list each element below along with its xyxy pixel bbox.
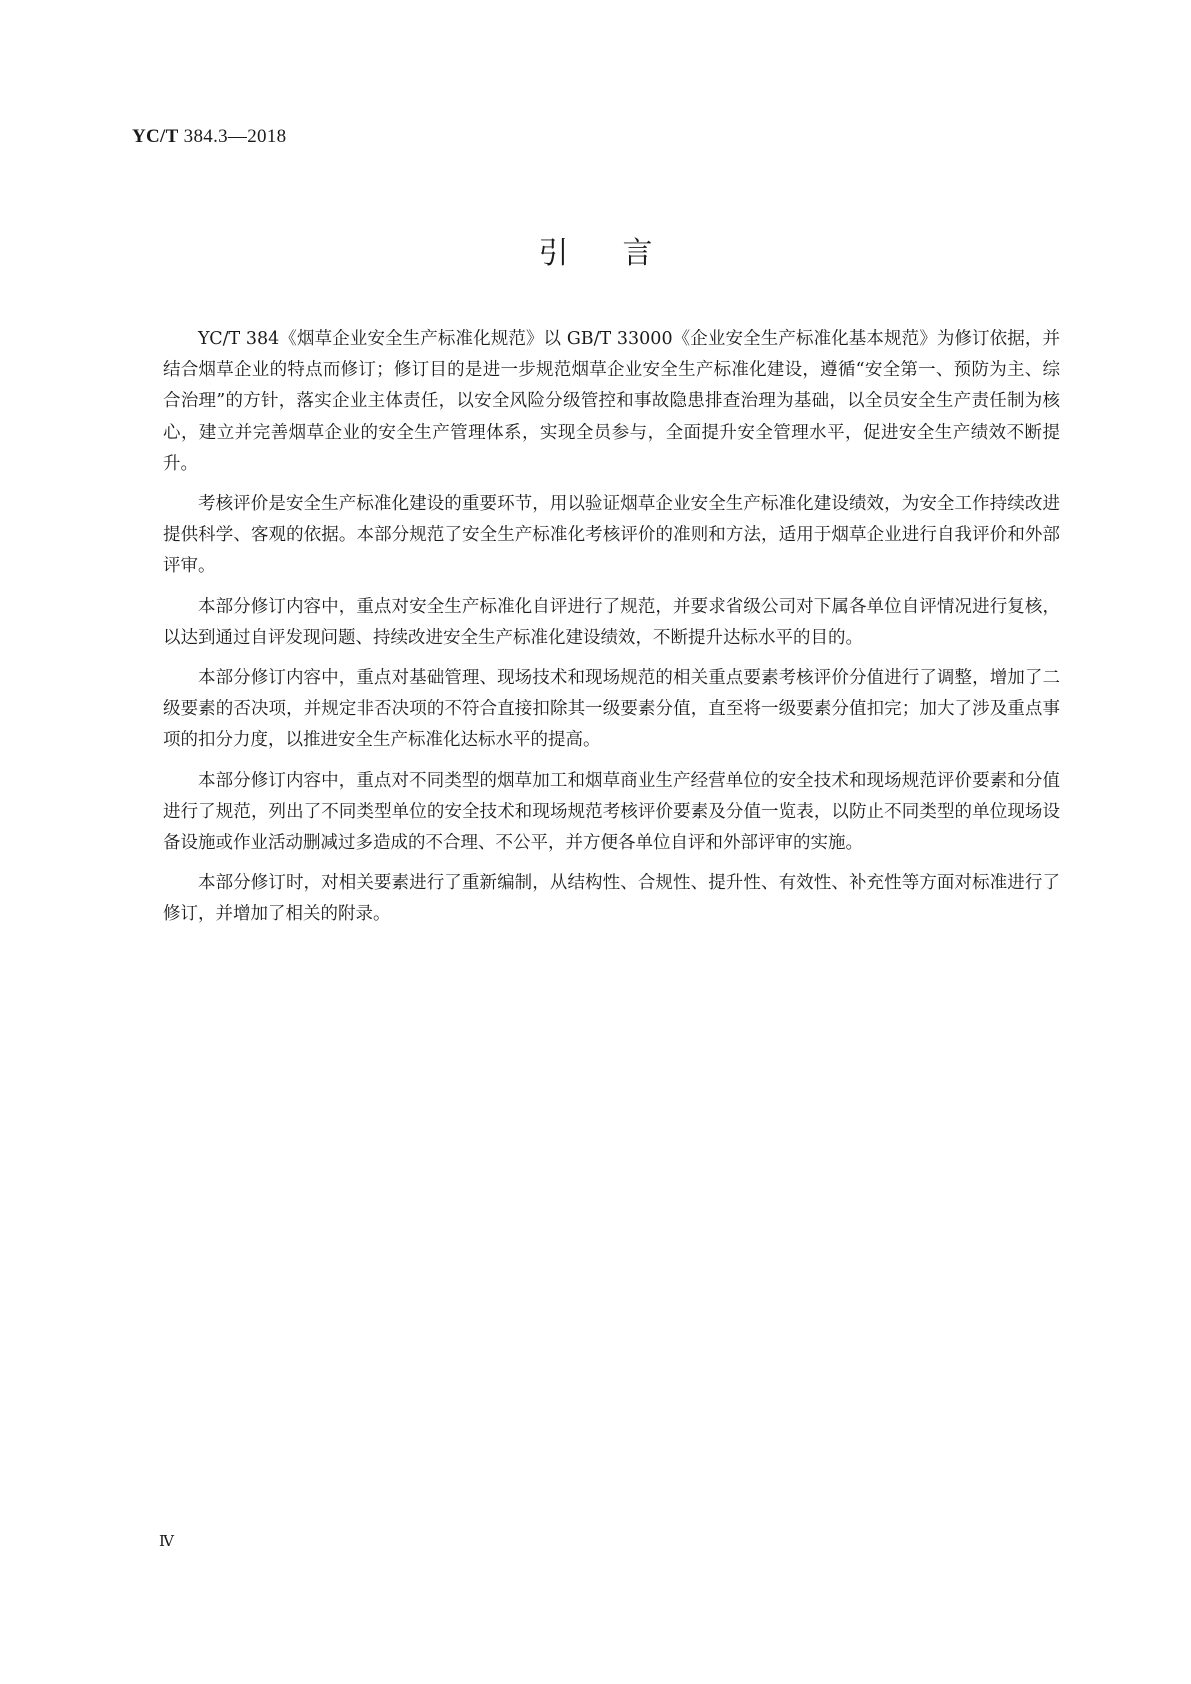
document-code	[132, 126, 286, 148]
paragraph-6: 本部分修订时，对相关要素进行了重新编制，从结构性、合规性、提升性、有效性、补充性等方面对标准进行了修订，并增加了相关的附录。	[163, 873, 1060, 925]
page-title: 引言	[538, 236, 707, 271]
paragraph-5: 本部分修订内容中，重点对不同类型的烟草加工和烟草商业生产经营单位的安全技术和现场规范评价要素和分值进行了规范，列出了不同类型单位的安全技术和现场规范考核评价要素及分值一览表，以防止不同类型的单位现场设备设施或作业活动删减过多造成的不合理、不公平，并方便各单位自评和外部评审的实施。	[163, 770, 1060, 854]
paragraph-1: YC/T 384《烟草企业安全生产标准化规范》以 GB/T 33000《企业安全生产标准化基本规范》为修订依据，并结合烟草企业的特点而修订；修订目的是进一步规范烟草企业安全生产标准化建设，遵循“安全第一、预防为主、综合治理”的方针，落实企业主体责任，以安全风险分级管控和事故隐患排查治理为基础，以全员安全生产责任制为核心，建立并完善烟草企业的安全生产管理体系，实现全员参与，全面提升安全管理水平，促进安全生产绩效不断提升。	[163, 329, 1060, 474]
document-code-number: 384.3—2018	[183, 126, 287, 147]
page-number: Ⅳ	[159, 1534, 174, 1550]
paragraph-4: 本部分修订内容中，重点对基础管理、现场技术和现场规范的相关重点要素考核评价分值进行了调整，增加了二级要素的否决项，并规定非否决项的不符合直接扣除其一级要素分值，直至将一级要素分值扣完；加大了涉及重点事项的扣分力度，以推进安全生产标准化达标水平的提高。	[163, 668, 1060, 751]
introduction-body	[163, 324, 1060, 940]
paragraph-2: 考核评价是安全生产标准化建设的重要环节，用以验证烟草企业安全生产标准化建设绩效，为安全工作持续改进提供科学、客观的依据。本部分规范了安全生产标准化考核评价的准则和方法，适用于烟草企业进行自我评价和外部评审。	[163, 494, 1060, 577]
document-code-prefix: YC/T	[132, 126, 179, 147]
paragraph-3: 本部分修订内容中，重点对安全生产标准化自评进行了规范，并要求省级公司对下属各单位自评情况进行复核，以达到通过自评发现问题、持续改进安全生产标准化建设绩效，不断提升达标水平的目的。	[163, 596, 1060, 648]
